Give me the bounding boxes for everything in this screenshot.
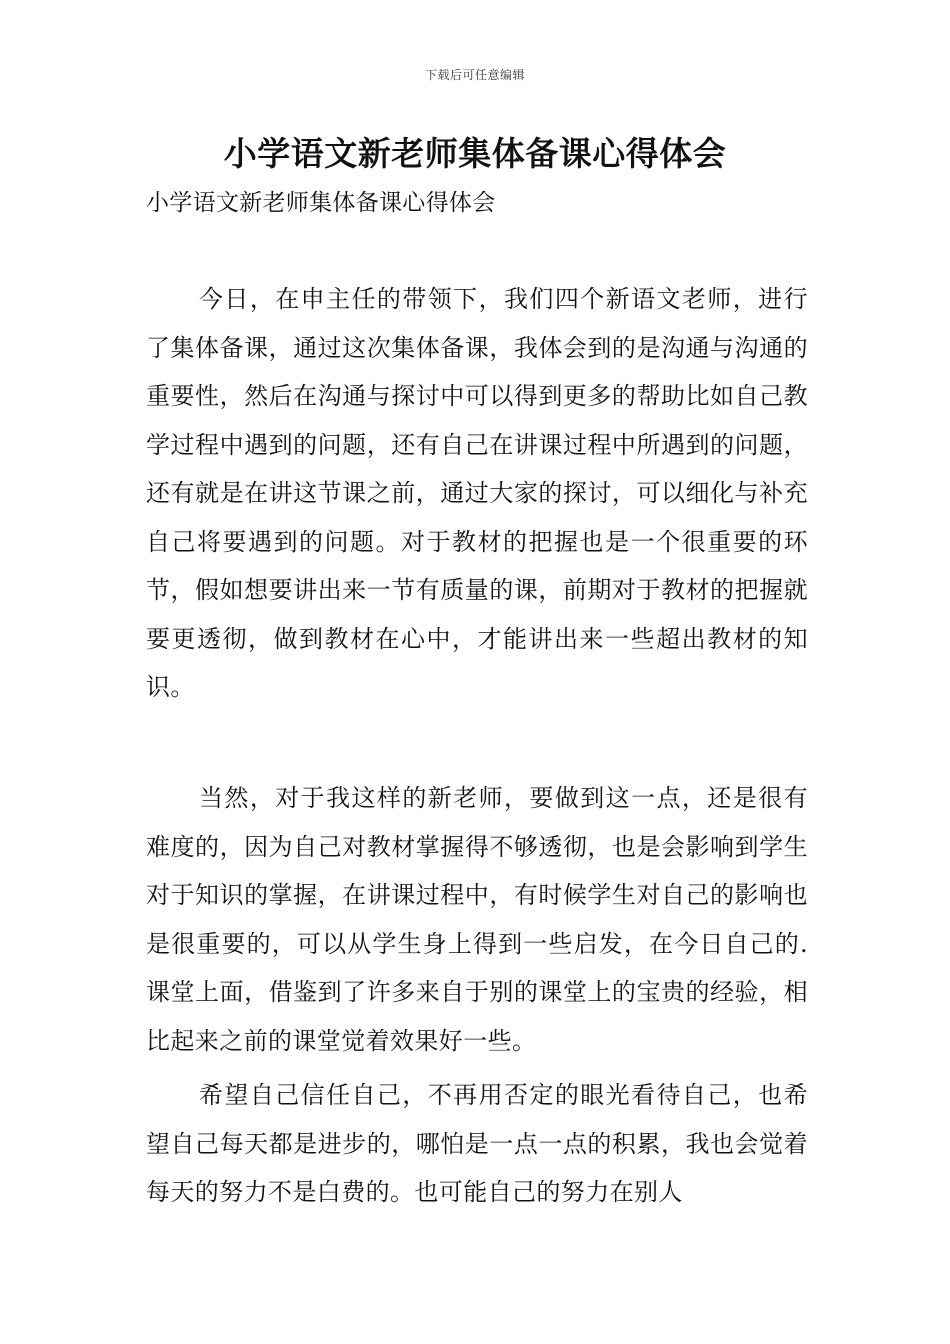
body-paragraph: 希望自己信任自己，不再用否定的眼光看待自己，也希望自己每天都是进步的，哪怕是一点一点的积累，我也会觉着每天的努力不是白费的。也可能自己的努力在别人 (146, 1081, 808, 1206)
document-title: 小学语文新老师集体备课心得体会 (223, 134, 727, 173)
body-paragraph: 今日，在申主任的带领下，我们四个新语文老师，进行了集体备课，通过这次集体备课，我体会到的是沟通与沟通的重要性，然后在沟通与探讨中可以得到更多的帮助比如自己教学过程中遇到的问题，还有自己在讲课过程中所遇到的问题，还有就是在讲这节课之前，通过大家的探讨，可以细化与补充自己将要遇到的问题。对于教材的把握也是一个很重要的环节，假如想要讲出来一节有质量的课，前期对于教材的把握就要更透彻，做到教材在心中，才能讲出来一些超出教材的知识。 (146, 285, 808, 701)
body-paragraph: 当然，对于我这样的新老师，要做到这一点，还是很有难度的，因为自己对教材掌握得不够透彻，也是会影响到学生对于知识的掌握，在讲课过程中，有时候学生对自己的影响也是很重要的，可以从学生身上得到一些启发，在今日自己的.课堂上面，借鉴到了许多来自于别的课堂上的宝贵的经验，相比起来之前的课堂觉着效果好一些。 (146, 784, 808, 1055)
document-subtitle: 小学语文新老师集体备课心得体会 (146, 190, 496, 216)
header-note: 下载后可任意编辑 (424, 68, 525, 82)
